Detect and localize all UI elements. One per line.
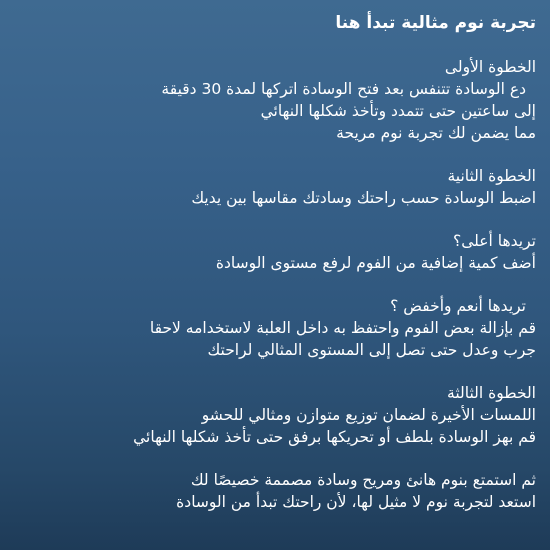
closing-line-2: استعد لتجربة نوم لا مثيل لها، لأن راحتك تبدأ من الوسادة: [176, 493, 536, 511]
step-three-line-1: اللمسات الأخيرة لضمان توزيع متوازن ومثالي للحشو: [201, 406, 536, 424]
higher-option-line-1: أضف كمية إضافية من الفوم لرفع مستوى الوسادة: [215, 254, 536, 272]
closing-line-1: ثم استمتع بنوم هانئ ومريح وسادة مصممة خصيصًا لك: [190, 471, 536, 489]
step-one-line-3: مما يضمن لك تجربة نوم مريحة: [336, 124, 536, 142]
step-two-section: [14, 165, 536, 209]
softer-option-line-2: جرب وعدل حتى تصل إلى المستوى المثالي لراحتك: [207, 341, 536, 359]
step-three-line-2: قم بهز الوسادة بلطف أو تحريكها برفق حتى تأخذ شكلها النهائي: [133, 428, 536, 446]
higher-option-heading: تريدها أعلى؟: [453, 232, 536, 250]
step-three-section: [14, 382, 536, 448]
softer-option-section: [14, 295, 536, 361]
step-one-heading: الخطوة الأولى: [444, 58, 536, 76]
page-title: تجربة نوم مثالية تبدأ هنا: [335, 13, 536, 33]
step-three-heading: الخطوة الثالثة: [447, 384, 536, 402]
higher-option-section: [14, 230, 536, 274]
step-two-heading: الخطوة الثانية: [447, 167, 536, 185]
softer-option-heading: تريدها أنعم وأخفض ؟: [390, 297, 526, 315]
softer-option-line-1: قم بإزالة بعض الفوم واحتفظ به داخل العلبة لاستخدامه لاحقا: [149, 319, 536, 337]
instructions-page: [14, 10, 536, 534]
closing-section: [14, 469, 536, 513]
step-one-section: [14, 56, 536, 144]
step-one-line-2: إلى ساعتين حتى تتمدد وتأخذ شكلها النهائي: [260, 102, 536, 120]
step-one-line-1: دع الوسادة تتنفس بعد فتح الوسادة اتركها لمدة 30 دقيقة: [161, 80, 526, 98]
step-two-line-1: اضبط الوسادة حسب راحتك وسادتك مقاسها بين يديك: [191, 189, 536, 207]
